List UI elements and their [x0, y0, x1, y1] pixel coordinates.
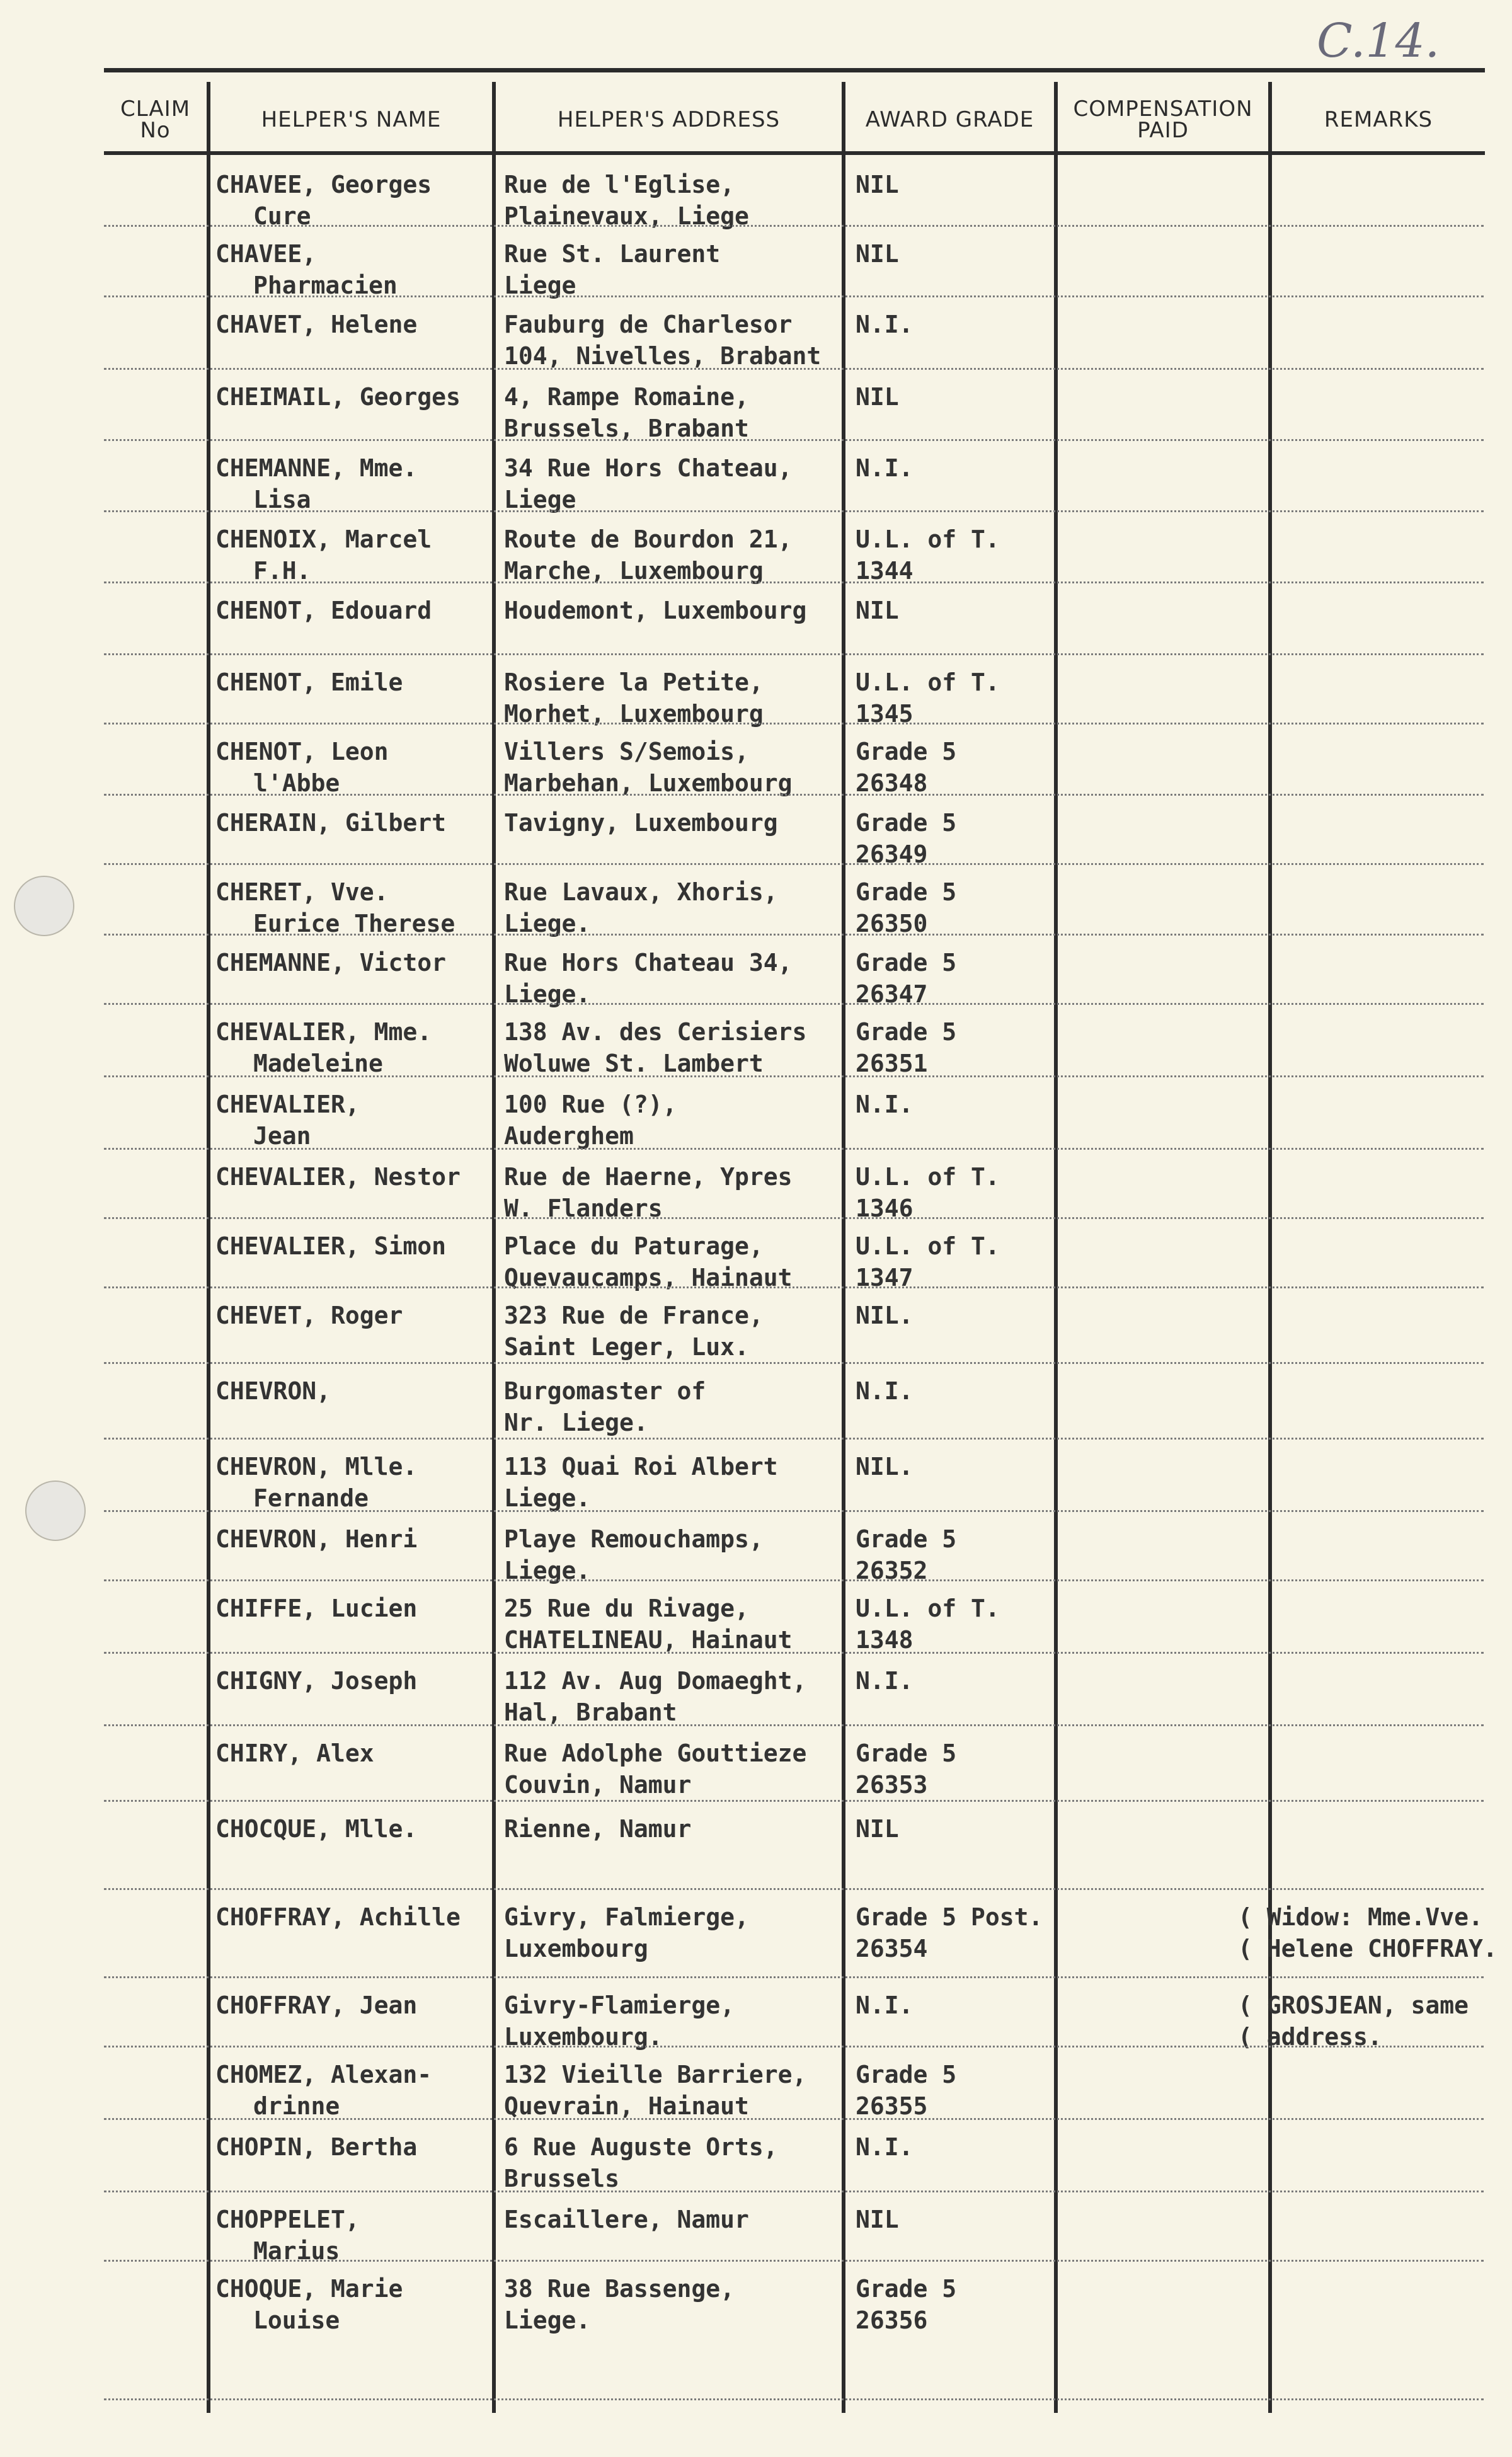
award-grade [856, 381, 1060, 413]
award-grade-line: U.L. of T. [856, 1595, 1000, 1622]
award-grade-line: Grade 5 [856, 2061, 957, 2088]
helper-address-line: 112 Av. Aug Domaeght, [504, 1667, 807, 1695]
helper-name-line: Cure [253, 202, 311, 230]
helper-name-line: CHENOT, Edouard [215, 597, 432, 624]
helper-address-line: Quevrain, Hainaut [504, 2092, 749, 2120]
award-grade [856, 524, 1060, 587]
helper-name [215, 1016, 485, 1079]
helper-address-line: Couvin, Namur [504, 1771, 692, 1799]
helper-address-line: 34 Rue Hors Chateau, [504, 454, 793, 482]
award-grade-line: NIL. [856, 1453, 914, 1480]
award-grade-line: Grade 5 [856, 1525, 957, 1553]
helper-address-line: Route de Bourdon 21, [504, 525, 793, 553]
table-row [0, 1005, 1512, 1077]
table-row [0, 1890, 1512, 1978]
award-grade-line: Grade 5 [856, 1018, 957, 1046]
helper-name-line: CHEVRON, Henri [215, 1525, 418, 1553]
helper-address [504, 1990, 854, 2053]
award-grade-line: N.I. [856, 1091, 914, 1118]
header-compensation-label: COMPENSATION [1073, 96, 1253, 122]
helper-address-line: Rosiere la Petite, [504, 668, 764, 696]
helper-name-line: CHEMANNE, Mme. [215, 454, 418, 482]
award-grade [856, 1813, 1060, 1845]
award-grade-line: 26354 [856, 1935, 928, 1962]
helper-address [504, 947, 854, 1010]
helper-name [215, 2131, 485, 2163]
helper-name-line: CHENOIX, Marcel [215, 525, 432, 553]
helper-name-line: CHEVALIER, Simon [215, 1232, 447, 1260]
helper-address [504, 1593, 854, 1656]
helper-address-line: Rue St. Laurent [504, 240, 721, 268]
header-rule [104, 151, 1485, 155]
header-no-label: No [140, 118, 171, 143]
award-grade-line: 26355 [856, 2092, 928, 2120]
helper-name [215, 169, 485, 232]
helper-name-line: CHENOT, Leon [215, 738, 389, 765]
helper-address-line: 138 Av. des Cerisiers [504, 1018, 807, 1046]
helper-name [215, 667, 485, 698]
award-grade-line: Grade 5 [856, 809, 957, 837]
award-grade-line: U.L. of T. [856, 1232, 1000, 1260]
helper-name-line: CHAVEE, Georges [215, 171, 432, 198]
helper-address-line: 132 Vieille Barriere, [504, 2061, 807, 2088]
helper-address [504, 1161, 854, 1224]
helper-address [504, 667, 854, 730]
award-grade-line: N.I. [856, 311, 914, 338]
award-grade-line: Grade 5 Post. [856, 1903, 1043, 1931]
award-grade [856, 2131, 1060, 2163]
helper-name-line: CHAVEE, [215, 240, 317, 268]
award-grade [856, 1375, 1060, 1407]
table-row [0, 2262, 1512, 2400]
table-row [0, 796, 1512, 868]
helper-name [215, 2059, 485, 2122]
award-grade-line: NIL [856, 597, 899, 624]
award-grade-line: 26352 [856, 1557, 928, 1584]
helper-name-line: Jean [253, 1122, 311, 1150]
helper-address-line: Rue Adolphe Gouttieze [504, 1739, 807, 1767]
award-grade-line: N.I. [856, 1667, 914, 1695]
helper-address-line: Nr. Liege. [504, 1409, 648, 1436]
helper-address-line: Rue Hors Chateau 34, [504, 949, 793, 976]
helper-name-line: Marius [253, 2237, 340, 2265]
header-helpers-name: HELPER'S NAME [261, 107, 442, 132]
award-grade-line: 1344 [856, 557, 914, 585]
remarks-note-line: ( Widow: Mme.Vve. [1238, 1903, 1483, 1931]
award-grade-line: N.I. [856, 1377, 914, 1405]
award-grade-line: N.I. [856, 1991, 914, 2019]
helper-address [504, 1016, 854, 1079]
helper-name [215, 2273, 485, 2336]
helper-address [504, 238, 854, 301]
helper-address-line: 25 Rue du Rivage, [504, 1595, 749, 1622]
award-grade-line: Grade 5 [856, 1739, 957, 1767]
table-row [0, 227, 1512, 297]
table-row [0, 865, 1512, 936]
award-grade-line: N.I. [856, 454, 914, 482]
helper-name-line: CHOFFRAY, Jean [215, 1991, 418, 2019]
award-grade-line: N.I. [856, 2133, 914, 2161]
table-row [0, 1654, 1512, 1726]
helper-address-line: Brussels [504, 2165, 620, 2192]
helper-name-line: CHOCQUE, Mlle. [215, 1815, 418, 1843]
helper-address-line: 4, Rampe Romaine, [504, 383, 749, 411]
helper-name-line: CHERET, Vve. [215, 878, 389, 906]
table-row [0, 441, 1512, 512]
award-grade [856, 1300, 1060, 1331]
helper-address [504, 1089, 854, 1152]
table-row [0, 936, 1512, 1008]
award-grade-line: U.L. of T. [856, 525, 1000, 553]
helper-address-line: Playe Remouchamps, [504, 1525, 764, 1553]
table-row [0, 158, 1512, 230]
helper-name [215, 1161, 485, 1193]
award-grade-line: U.L. of T. [856, 668, 1000, 696]
helper-name [215, 1813, 485, 1845]
helper-address-line: Hal, Brabant [504, 1698, 677, 1726]
helper-name [215, 947, 485, 978]
table-row [0, 1726, 1512, 1802]
helper-name [215, 876, 485, 939]
helper-address [504, 1375, 854, 1438]
award-grade-line: Grade 5 [856, 878, 957, 906]
helper-name-line: F.H. [253, 557, 311, 585]
table-row [0, 583, 1512, 655]
helper-name [215, 1990, 485, 2021]
helper-address-line: Auderghem [504, 1122, 634, 1150]
helper-name-line: CHIFFE, Lucien [215, 1595, 418, 1622]
helper-address-line: Liege [504, 486, 576, 513]
award-grade-line: 1346 [856, 1194, 914, 1222]
helper-address [504, 524, 854, 587]
page-code: C.14. [1317, 14, 1440, 68]
award-grade [856, 736, 1060, 799]
helper-address [504, 736, 854, 799]
helper-address [504, 876, 854, 939]
helper-address-line: Liege. [504, 980, 591, 1008]
helper-address-line: Liege. [504, 1484, 591, 1512]
helper-address [504, 2273, 854, 2336]
helper-address-line: Liege. [504, 910, 591, 937]
helper-name [215, 595, 485, 626]
helper-address-line: Luxembourg. [504, 2023, 663, 2051]
table-row [0, 512, 1512, 583]
table-row [0, 1364, 1512, 1440]
helper-address-line: Brussels, Brabant [504, 415, 749, 442]
helper-name-line: Louise [253, 2306, 340, 2334]
table-row [0, 1581, 1512, 1654]
award-grade [856, 1738, 1060, 1801]
helper-address [504, 2204, 854, 2235]
table-row [0, 1150, 1512, 1222]
helper-name-line: Eurice Therese [253, 910, 455, 937]
award-grade-line: NIL [856, 383, 899, 411]
helper-address-line: Liege [504, 272, 576, 299]
header-claim-no [104, 88, 207, 151]
helper-name-line: CHOQUE, Marie [215, 2275, 403, 2303]
header-remarks: REMARKS [1324, 107, 1433, 132]
helper-address-line: Place du Paturage, [504, 1232, 764, 1260]
table-row [0, 1288, 1512, 1364]
helper-name-line: Fernande [253, 1484, 369, 1512]
table-row [0, 2192, 1512, 2265]
helper-address [504, 807, 854, 839]
helper-address-line: 38 Rue Bassenge, [504, 2275, 735, 2303]
helper-address-line: Morhet, Luxembourg [504, 700, 764, 728]
award-grade [856, 2204, 1060, 2235]
helper-address [504, 2131, 854, 2194]
helper-address [504, 1738, 854, 1801]
award-grade [856, 1665, 1060, 1697]
helper-name [215, 2204, 485, 2267]
remarks-note-line: ( Helene CHOFFRAY. [1238, 1935, 1498, 1962]
table-row [0, 655, 1512, 728]
helper-address [504, 1230, 854, 1293]
helper-name [215, 1230, 485, 1262]
award-grade-line: U.L. of T. [856, 1163, 1000, 1191]
award-grade-line: 26353 [856, 1771, 928, 1799]
header-paid-label: PAID [1137, 118, 1189, 143]
award-grade-line: NIL [856, 2206, 899, 2233]
helper-address-line: 104, Nivelles, Brabant [504, 342, 822, 370]
helper-name-line: CHEVET, Roger [215, 1302, 403, 1329]
award-grade-line: 26356 [856, 2306, 928, 2334]
helper-address-line: Marche, Luxembourg [504, 557, 764, 585]
award-grade-line: Grade 5 [856, 2275, 957, 2303]
award-grade-line: NIL [856, 240, 899, 268]
table-row [0, 1978, 1512, 2051]
table-row [0, 1440, 1512, 1512]
helper-name [215, 1089, 485, 1152]
helper-address-line: Luxembourg [504, 1935, 648, 1962]
award-grade [856, 595, 1060, 626]
award-grade [856, 169, 1060, 200]
helper-name-line: CHIRY, Alex [215, 1739, 374, 1767]
helper-address [504, 309, 854, 372]
helper-address [504, 1300, 854, 1363]
helper-name [215, 1738, 485, 1769]
table-row [0, 370, 1512, 441]
helper-name [215, 1523, 485, 1555]
helper-name [215, 1451, 485, 1514]
award-grade [856, 1901, 1060, 1964]
remarks-note [1238, 1901, 1512, 1964]
award-grade-line: 1348 [856, 1626, 914, 1654]
table-row [0, 2120, 1512, 2192]
helper-address-line: Givry, Falmierge, [504, 1903, 749, 1931]
helper-name-line: drinne [253, 2092, 340, 2120]
helper-address [504, 1523, 854, 1586]
helper-name [215, 1300, 485, 1331]
helper-name-line: CHEVALIER, Mme. [215, 1018, 432, 1046]
header-compensation-paid [1058, 88, 1268, 151]
helper-name [215, 736, 485, 799]
helper-address-line: 100 Rue (?), [504, 1091, 677, 1118]
helper-name [215, 381, 485, 413]
helper-name [215, 238, 485, 301]
helper-name [215, 309, 485, 340]
helper-name-line: CHEIMAIL, Georges [215, 383, 461, 411]
award-grade-line: 1345 [856, 700, 914, 728]
helper-name [215, 1375, 485, 1407]
helper-address-line: Quevaucamps, Hainaut [504, 1264, 793, 1292]
helper-name-line: CHENOT, Emile [215, 668, 403, 696]
helper-name-line: l'Abbe [253, 769, 340, 797]
award-grade [856, 238, 1060, 270]
award-grade-line: 26348 [856, 769, 928, 797]
helper-name-line: Madeleine [253, 1050, 383, 1077]
row-divider [104, 2398, 1484, 2400]
award-grade [856, 2273, 1060, 2336]
award-grade-line: 26350 [856, 910, 928, 937]
helper-address-line: Givry-Flamierge, [504, 1991, 735, 2019]
helper-address-line: Rue Lavaux, Xhoris, [504, 878, 778, 906]
helper-name [215, 1593, 485, 1624]
award-grade [856, 1089, 1060, 1120]
award-grade [856, 1451, 1060, 1482]
helper-name [215, 807, 485, 839]
helper-address-line: Rue de l'Eglise, [504, 171, 735, 198]
helper-name [215, 524, 485, 587]
helper-address [504, 452, 854, 515]
award-grade [856, 876, 1060, 939]
award-grade [856, 452, 1060, 484]
award-grade [856, 1161, 1060, 1224]
table-row [0, 2048, 1512, 2120]
helper-name-line: CHOMEZ, Alexan- [215, 2061, 432, 2088]
helper-name-line: CHERAIN, Gilbert [215, 809, 447, 837]
helper-address-line: Fauburg de Charlesor [504, 311, 793, 338]
helper-address [504, 595, 854, 626]
helper-address-line: CHATELINEAU, Hainaut [504, 1626, 793, 1654]
helper-name-line: CHAVET, Helene [215, 311, 418, 338]
helper-address [504, 1901, 854, 1964]
helper-name [215, 1665, 485, 1697]
helper-name-line: Pharmacien [253, 272, 398, 299]
helper-address-line: Liege. [504, 2306, 591, 2334]
award-grade-line: 26351 [856, 1050, 928, 1077]
table-row [0, 1802, 1512, 1890]
helper-name-line: CHEVRON, [215, 1377, 331, 1405]
award-grade [856, 1230, 1060, 1293]
award-grade-line: NIL [856, 1815, 899, 1843]
table-row [0, 1219, 1512, 1292]
helper-address-line: 323 Rue de France, [504, 1302, 764, 1329]
award-grade-line: 26347 [856, 980, 928, 1008]
header-claim-label: CLAIM [120, 96, 191, 122]
helper-address-line: Rienne, Namur [504, 1815, 692, 1843]
award-grade-line: 1347 [856, 1264, 914, 1292]
helper-name-line: CHOPIN, Bertha [215, 2133, 418, 2161]
helper-address [504, 1813, 854, 1845]
helper-address-line: Plainevaux, Liege [504, 202, 749, 230]
helper-name-line: Lisa [253, 486, 311, 513]
helper-name [215, 452, 485, 515]
award-grade [856, 2059, 1060, 2122]
helper-address-line: Villers S/Semois, [504, 738, 749, 765]
helper-address-line: 6 Rue Auguste Orts, [504, 2133, 778, 2161]
helper-name-line: CHOPPELET, [215, 2206, 360, 2233]
table-row [0, 297, 1512, 370]
helper-name-line: CHEVRON, Mlle. [215, 1453, 418, 1480]
helper-address-line: W. Flanders [504, 1194, 663, 1222]
helper-name-line: CHEVALIER, Nestor [215, 1163, 461, 1191]
award-grade-line: 26349 [856, 840, 928, 868]
table-row [0, 1077, 1512, 1150]
helper-address-line: Woluwe St. Lambert [504, 1050, 764, 1077]
helper-address-line: Escaillere, Namur [504, 2206, 749, 2233]
helper-address [504, 1665, 854, 1728]
helper-name-line: CHEMANNE, Victor [215, 949, 447, 976]
award-grade [856, 1016, 1060, 1079]
helper-name-line: CHEVALIER, [215, 1091, 360, 1118]
helper-name [215, 1901, 485, 1933]
helper-address-line: Houdemont, Luxembourg [504, 597, 807, 624]
helper-address [504, 2059, 854, 2122]
award-grade [856, 1990, 1060, 2021]
header-helpers-address: HELPER'S ADDRESS [557, 107, 781, 132]
award-grade-line: Grade 5 [856, 949, 957, 976]
helper-name-line: CHOFFRAY, Achille [215, 1903, 461, 1931]
helper-address [504, 1451, 854, 1514]
remarks-note-line: ( address. [1238, 2023, 1382, 2051]
helper-address-line: 113 Quai Roi Albert [504, 1453, 778, 1480]
award-grade [856, 1593, 1060, 1656]
helper-address-line: Marbehan, Luxembourg [504, 769, 793, 797]
table-row [0, 1512, 1512, 1584]
helper-address [504, 169, 854, 232]
helper-address-line: Tavigny, Luxembourg [504, 809, 778, 837]
award-grade-line: Grade 5 [856, 738, 957, 765]
award-grade [856, 1523, 1060, 1586]
award-grade-line: NIL. [856, 1302, 914, 1329]
header-award-grade: AWARD GRADE [865, 107, 1034, 132]
award-grade [856, 667, 1060, 730]
helper-address-line: Saint Leger, Lux. [504, 1333, 749, 1361]
helper-address-line: Rue de Haerne, Ypres [504, 1163, 793, 1191]
helper-address-line: Burgomaster of [504, 1377, 706, 1405]
helper-address-line: Liege. [504, 1557, 591, 1584]
award-grade [856, 947, 1060, 1010]
helper-name-line: CHIGNY, Joseph [215, 1667, 418, 1695]
helper-address [504, 381, 854, 444]
award-grade-line: NIL [856, 171, 899, 198]
award-grade [856, 807, 1060, 870]
remarks-note [1238, 1990, 1512, 2053]
award-grade [856, 309, 1060, 340]
table-row [0, 724, 1512, 796]
top-rule [104, 68, 1485, 72]
remarks-note-line: ( GROSJEAN, same [1238, 1991, 1469, 2019]
